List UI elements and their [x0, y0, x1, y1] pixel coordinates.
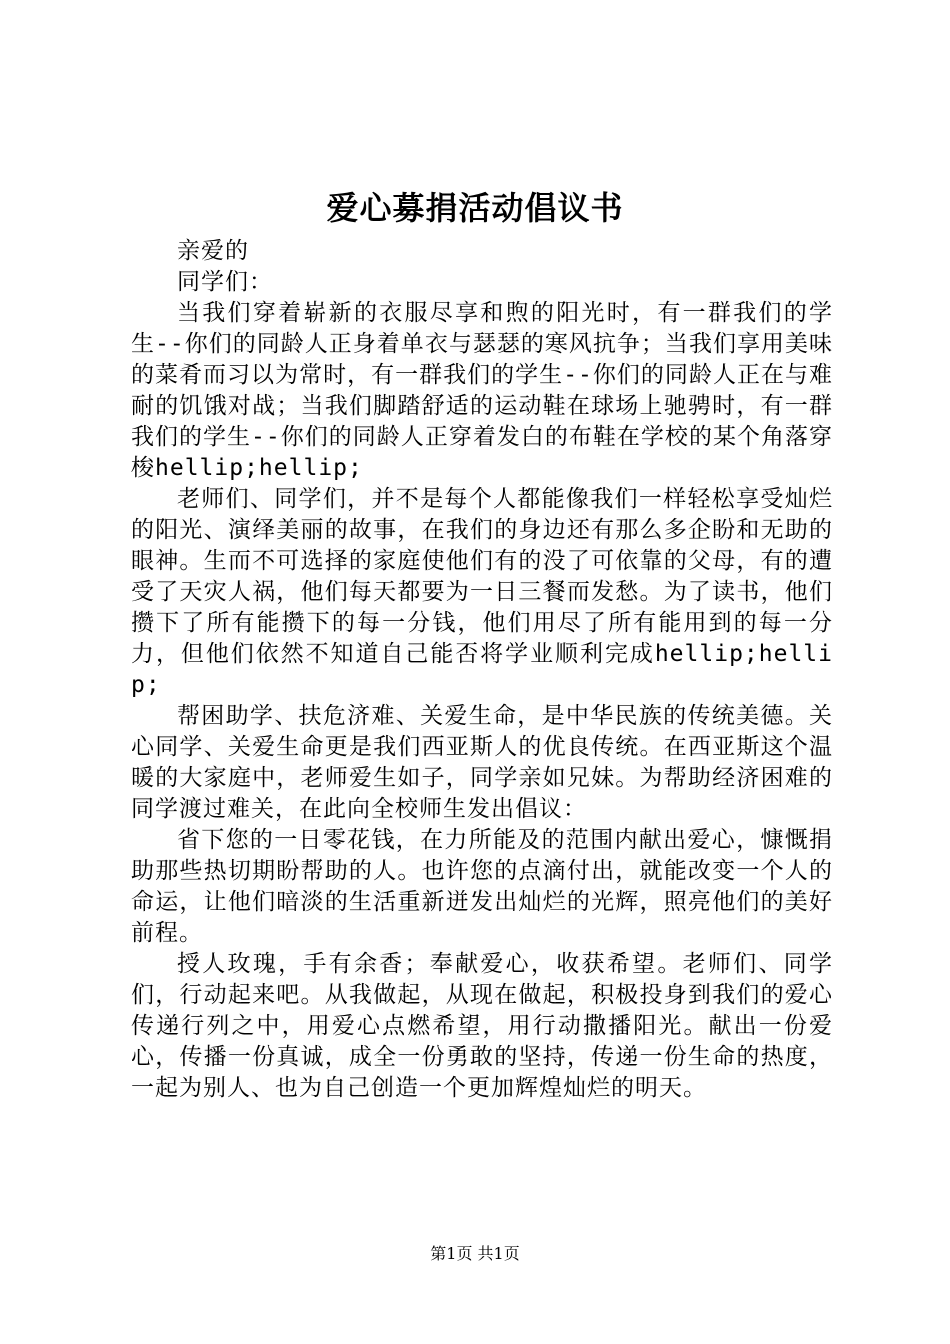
paragraph-2: 老师们、同学们，并不是每个人都能像我们一样轻松享受灿烂的阳光、演绎美丽的故事，在我们的身边还有那么多企盼和无助的眼神。生而不可选择的家庭使他们有的没了可依靠的父母，有的遭受了天灾人祸，他们每天都要为一日三餐而发愁。为了读书，他们攒下了所有能攒下的每一分钱，他们用尽了所有能用到的每一分力，但他们依然不知道自己能否将学业顺利完成hellip;hellip;	[131, 486, 833, 698]
page-footer: 第1页 共1页	[430, 1244, 520, 1263]
paragraph-5: 授人玫瑰，手有余香；奉献爱心，收获希望。老师们、同学们，行动起来吧。从我做起，从现在做起，积极投身到我们的爱心传递行列之中，用爱心点燃希望，用行动撒播阳光。献出一份爱心，传播一份真诚，成全一份勇敢的坚持，传递一份生命的热度，一起为别人、也为自己创造一个更加辉煌灿烂的明天。	[131, 951, 833, 1101]
document-body	[131, 236, 833, 1104]
paragraph-1: 当我们穿着崭新的衣服尽享和煦的阳光时，有一群我们的学生--你们的同龄人正身着单衣与瑟瑟的寒风抗争；当我们享用美味的菜肴而习以为常时，有一群我们的学生--你们的同龄人正在与难耐的饥饿对战；当我们脚踏舒适的运动鞋在球场上驰骋时，有一群我们的学生--你们的同龄人正穿着发白的布鞋在学校的某个角落穿梭hellip;hellip;	[131, 300, 833, 481]
document-title: 爱心募捐活动倡议书	[326, 189, 624, 227]
salutation-line-2: 同学们：	[177, 269, 273, 295]
paragraph-4: 省下您的一日零花钱，在力所能及的范围内献出爱心，慷慨捐助那些热切期盼帮助的人。也许您的点滴付出，就能改变一个人的命运，让他们暗淡的生活重新迸发出灿烂的光辉，照亮他们的美好前程。	[131, 827, 833, 946]
paragraph-3: 帮困助学、扶危济难、关爱生命，是中华民族的传统美德。关心同学、关爱生命更是我们西亚斯人的优良传统。在西亚斯这个温暖的大家庭中，老师爱生如子，同学亲如兄妹。为帮助经济困难的同学渡过难关，在此向全校师生发出倡议：	[131, 703, 833, 822]
salutation-line-1: 亲爱的	[177, 238, 249, 264]
